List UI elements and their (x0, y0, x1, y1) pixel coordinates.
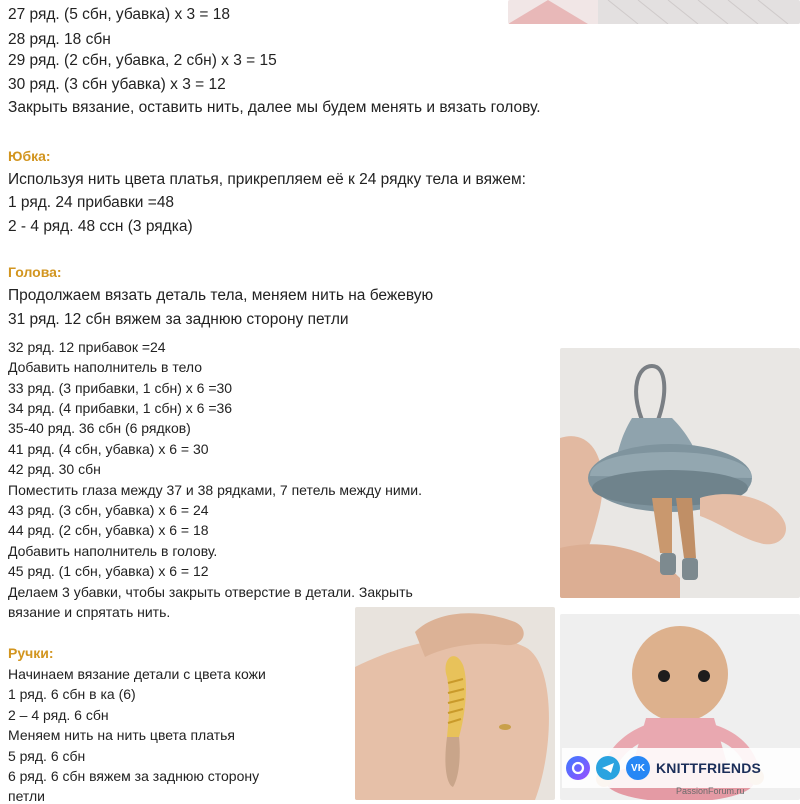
row-28: 28 ряд. 18 сбн (8, 31, 111, 48)
row-29: 29 ряд. (2 сбн, убавка, 2 сбн) х 3 = 15 (8, 52, 277, 69)
head-line: 41 ряд. (4 сбн, убавка) х 6 = 30 (8, 441, 209, 457)
arms-line: 2 – 4 ряд. 6 сбн (8, 707, 109, 723)
head-line: Делаем 3 убавки, чтобы закрыть отверстие в детали. Закрыть (8, 584, 413, 600)
max-messenger-icon[interactable] (566, 756, 590, 780)
row-27: 27 ряд. (5 сбн, убавка) х 3 = 18 (8, 6, 231, 23)
vk-icon[interactable]: VK (626, 756, 650, 780)
head-line: вязание и спрятать нить. (8, 604, 171, 620)
head-line: 42 ряд. 30 сбн (8, 461, 101, 477)
head-line: 35-40 ряд. 36 сбн (6 рядков) (8, 420, 191, 436)
head-line: 32 ряд. 12 прибавок =24 (8, 339, 166, 355)
arms-line: 6 ряд. 6 сбн вяжем за заднюю сторону (8, 768, 260, 784)
head-line: 44 ряд. (2 сбн, убавка) х 6 = 18 (8, 522, 209, 538)
head-line: Поместить глаза между 37 и 38 рядками, 7 петель между ними. (8, 482, 422, 498)
skirt-line: 1 ряд. 24 прибавки =48 (8, 194, 175, 211)
telegram-icon[interactable] (596, 756, 620, 780)
arms-line: 5 ряд. 6 сбн (8, 748, 86, 764)
arms-line: петли (8, 788, 45, 804)
head-line: 43 ряд. (3 сбн, убавка) х 6 = 24 (8, 502, 209, 518)
skirt-heading: Юбка: (8, 148, 51, 164)
head-line: Добавить наполнитель в тело (8, 359, 203, 375)
head-line: 34 ряд. (4 прибавки, 1 сбн) х 6 =36 (8, 400, 233, 416)
head-line: Добавить наполнитель в голову. (8, 543, 218, 559)
head-heading: Голова: (8, 264, 62, 280)
head-line: Продолжаем вязать деталь тела, меняем нить на бежевую (8, 287, 434, 304)
close-instruction: Закрыть вязание, оставить нить, далее мы будем менять и вязать голову. (8, 99, 541, 116)
brand-footer (562, 748, 800, 788)
skirt-line: 2 - 4 ряд. 48 ссн (3 рядка) (8, 218, 193, 235)
row-30: 30 ряд. (3 сбн убавка) х 3 = 12 (8, 76, 226, 93)
arms-line: Начинаем вязание детали с цвета кожи (8, 666, 266, 682)
head-line: 31 ряд. 12 сбн вяжем за заднюю сторону петли (8, 311, 349, 328)
head-line: 45 ряд. (1 сбн, убавка) х 6 = 12 (8, 563, 209, 579)
arms-line: 1 ряд. 6 сбн в ка (6) (8, 686, 136, 702)
arms-line: Меняем нить на нить цвета платья (8, 727, 235, 743)
skirt-line: Используя нить цвета платья, прикрепляем её к 24 рядку тела и вяжем: (8, 171, 526, 188)
arms-heading: Ручки: (8, 645, 54, 661)
head-line: 33 ряд. (3 прибавки, 1 сбн) х 6 =30 (8, 380, 233, 396)
watermark: PassionForum.ru (676, 786, 745, 796)
knit-texture-photo (508, 0, 800, 24)
doll-skirt-photo (560, 348, 800, 598)
arm-in-hand-photo (355, 607, 555, 800)
brand-name: KNITTFRIENDS (656, 760, 762, 776)
